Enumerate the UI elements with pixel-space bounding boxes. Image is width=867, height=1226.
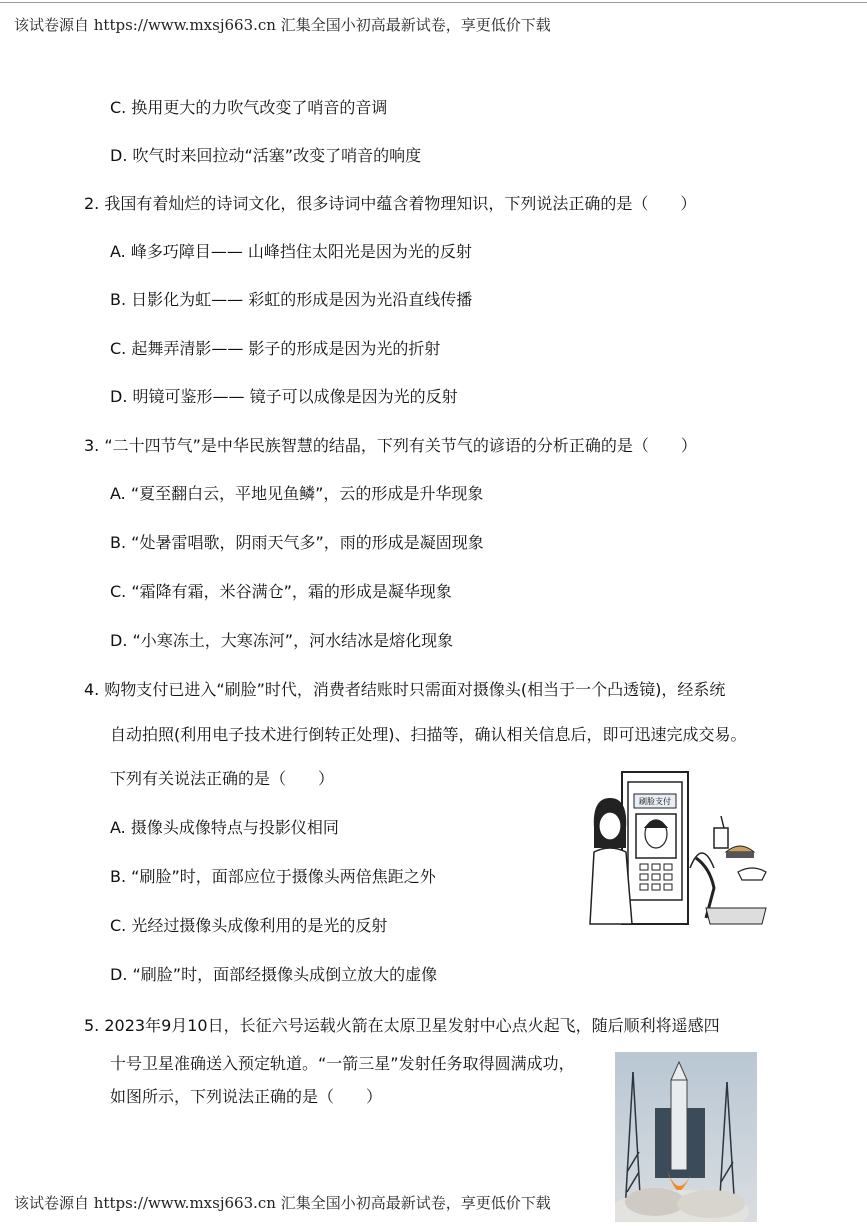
dish bbox=[738, 868, 766, 880]
rocket bbox=[671, 1080, 687, 1170]
q1-option-d: D. 吹气时来回拉动“活塞”改变了哨音的响度 bbox=[110, 146, 422, 165]
burger-top bbox=[726, 846, 754, 852]
q4-option-b: B. “刷脸”时，面部应位于摄像头两倍焦距之外 bbox=[110, 867, 436, 886]
q3-stem: 3. “二十四节气”是中华民族智慧的结晶，下列有关节气的谚语的分析正确的是（ ） bbox=[84, 436, 697, 455]
woman-body bbox=[590, 848, 632, 924]
stacked-items bbox=[706, 908, 766, 924]
face-payment-illustration bbox=[586, 768, 770, 928]
q4-stem-line-2: 自动拍照(利用电子技术进行倒转正处理)、扫描等，确认相关信息后，即可迅速完成交易。 bbox=[110, 725, 747, 744]
q4-stem-line-1: 4. 购物支付已进入“刷脸”时代，消费者结账时只需面对摄像头(相当于一个凸透镜)，经系统 bbox=[84, 680, 726, 699]
q3-option-d: D. “小寒冻土，大寒冻河”，河水结冰是熔化现象 bbox=[110, 631, 454, 650]
top-rule bbox=[0, 2, 867, 3]
rocket-launch-photo bbox=[615, 1052, 757, 1222]
q3-option-a: A. “夏至翻白云，平地见鱼鳞”，云的形成是升华现象 bbox=[110, 484, 484, 503]
q3-option-c: C. “霜降有霜，米谷满仓”，霜的形成是凝华现象 bbox=[110, 582, 452, 601]
q1-option-c: C. 换用更大的力吹气改变了哨音的音调 bbox=[110, 98, 388, 117]
q4-stem-line-3: 下列有关说法正确的是（ ） bbox=[110, 769, 335, 788]
arm-rest bbox=[690, 853, 714, 868]
kiosk-sign-text: 刷脸支付 bbox=[639, 797, 671, 806]
q5-stem-line-3: 如图所示，下列说法正确的是（ ） bbox=[110, 1087, 383, 1106]
q2-option-b: B. 日影化为虹—— 彩虹的形成是因为光沿直线传播 bbox=[110, 290, 473, 309]
q2-option-d: D. 明镜可鉴形—— 镜子可以成像是因为光的反射 bbox=[110, 387, 458, 406]
kiosk-keypad bbox=[640, 864, 672, 890]
drink-cup bbox=[714, 828, 728, 848]
q2-stem: 2. 我国有着灿烂的诗词文化，很多诗词中蕴含着物理知识，下列说法正确的是（ ） bbox=[84, 194, 697, 213]
q4-option-d: D. “刷脸”时，面部经摄像头成倒立放大的虚像 bbox=[110, 965, 438, 984]
q5-stem-line-2: 十号卫星准确送入预定轨道。“一箭三星”发射任务取得圆满成功， bbox=[110, 1054, 575, 1073]
q4-option-a: A. 摄像头成像特点与投影仪相同 bbox=[110, 818, 339, 837]
page-header: 该试卷源自 https://www.mxsj663.cn 汇集全国小初高最新试卷，享更低价下载 bbox=[14, 16, 551, 34]
q2-option-c: C. 起舞弄清影—— 影子的形成是因为光的折射 bbox=[110, 339, 441, 358]
woman-face bbox=[599, 812, 621, 840]
q2-option-a: A. 峰多巧障目—— 山峰挡住太阳光是因为光的反射 bbox=[110, 242, 472, 261]
q4-option-c: C. 光经过摄像头成像利用的是光的反射 bbox=[110, 916, 388, 935]
burger-patty bbox=[726, 852, 754, 858]
q3-option-b: B. “处暑雷唱歌，阴雨天气多”，雨的形成是凝固现象 bbox=[110, 533, 484, 552]
page-footer: 该试卷源自 https://www.mxsj663.cn 汇集全国小初高最新试卷，享更低价下载 bbox=[14, 1194, 551, 1212]
q5-stem-line-1: 5. 2023年9月10日，长征六号运载火箭在太原卫星发射中心点火起飞，随后顺利将遥感四 bbox=[84, 1016, 720, 1035]
